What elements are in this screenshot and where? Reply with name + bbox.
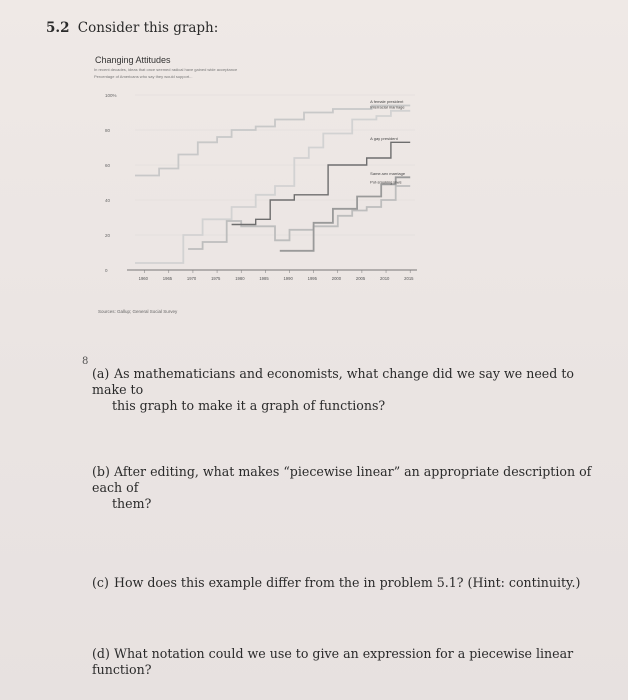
x-tick-label: 1995 [307,276,317,281]
question-d-text: What notation could we use to give an expression for a piecewise linear function? [92,646,574,677]
x-tick-label: 2015 [404,276,414,281]
question-b [92,464,597,512]
x-tick-label: 1990 [283,276,293,281]
problem-number: 5.2 [46,20,70,36]
x-tick-label: 2005 [355,276,366,281]
x-tick-label: 2010 [380,276,390,281]
changing-attitudes-chart [90,55,470,325]
question-b-text: After editing, what makes “piecewise linear” an appropriate description of each of [92,464,592,495]
page-mark: 8 [82,356,89,367]
chart-source: Sources: Gallup; General Social Survey [98,309,178,314]
question-d [92,646,597,678]
question-a-continuation: this graph to make it a graph of functions? [112,398,386,413]
question-b-continuation: them? [112,496,152,511]
chart-title: Changing Attitudes [95,55,171,65]
question-b-label: (b) [92,464,110,479]
x-tick-label: 1965 [162,276,173,281]
y-tick-label: 40 [105,198,111,203]
y-tick-label: 0 [105,268,108,273]
y-tick-label: 60 [105,163,111,168]
question-c [92,575,597,591]
chart-subtitle-2: Percentage of Americans who say they would support... [94,74,193,79]
x-tick-label: 1970 [186,276,197,281]
question-a-label: (a) [92,366,110,381]
problem-heading [46,20,218,36]
y-tick-label: 100% [105,93,117,98]
x-tick-label: 1985 [259,276,269,281]
question-d-label: (d) [92,646,110,661]
x-tick-label: 1975 [211,276,221,281]
chart-plot [90,55,470,305]
question-a-text: As mathematicians and economists, what change did we say we need to make to [92,366,574,397]
series-label: Same-sex marriage [370,170,406,176]
x-tick-label: 1980 [235,276,245,281]
series-label: A female president [370,99,404,104]
x-tick-label: 1960 [138,276,148,281]
series-label: Pot-smoking laws [370,179,402,185]
series-label: Interracial marriage [370,104,405,110]
y-tick-label: 20 [105,233,111,238]
chart-subtitle-1: In recent decades, ideas that once seemed radical have gained wide acceptance [94,67,238,72]
y-tick-label: 80 [105,128,111,133]
question-c-text: How does this example differ from the in problem 5.1? (Hint: continuity.) [114,575,581,590]
series-label: A gay president [370,135,398,141]
question-a [92,366,597,414]
question-c-label: (c) [92,575,109,590]
problem-prompt: Consider this graph: [77,20,219,36]
series-line [280,177,410,251]
series-line [135,111,410,263]
x-tick-label: 2000 [331,276,342,281]
